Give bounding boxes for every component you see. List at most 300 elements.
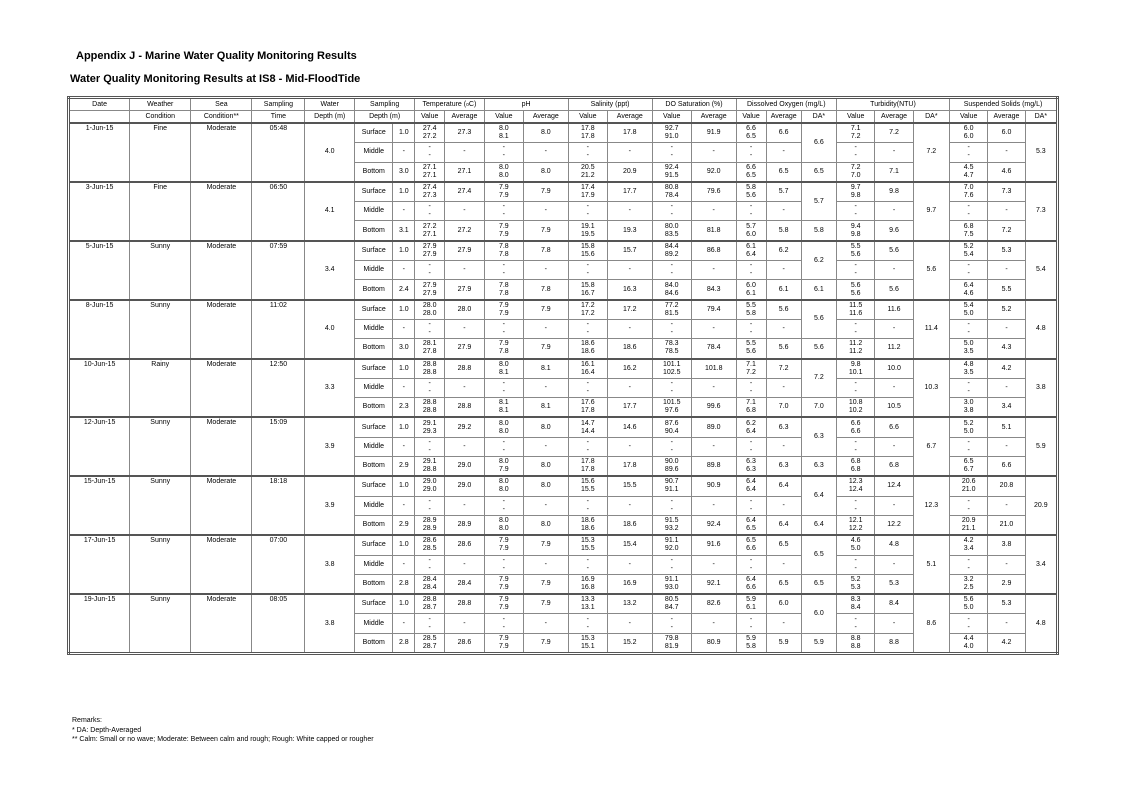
do-saturation-values-reading: 90.4	[664, 427, 679, 435]
dissolved-oxygen-values-reading: 6.5	[746, 171, 756, 179]
salinity-values	[568, 123, 607, 143]
do-saturation-values-reading: 84.4	[664, 242, 679, 250]
sea-condition-cell: Moderate	[191, 123, 252, 182]
temperature-values	[415, 241, 445, 261]
suspended-solids-average: 4.2	[988, 359, 1025, 379]
sea-condition-cell: Moderate	[191, 535, 252, 594]
do-saturation-average: 86.8	[691, 241, 736, 261]
ph-values	[484, 437, 523, 456]
do-saturation-values	[652, 359, 691, 379]
suspended-solids-values-reading: 21.1	[961, 525, 976, 533]
suspended-solids-values-reading: 6.4	[963, 281, 974, 289]
sampling-time-cell: 15:09	[252, 417, 305, 476]
suspended-solids-average: -	[988, 437, 1025, 456]
dissolved-oxygen-values	[736, 457, 766, 477]
ph-average: 7.9	[524, 574, 569, 594]
turbidity-average: 5.6	[875, 241, 913, 261]
turbidity-values-reading: 8.3	[850, 596, 861, 604]
suspended-solids-values-reading: 3.2	[963, 575, 974, 583]
temperature-values	[415, 261, 445, 280]
turbidity-average: 5.3	[875, 574, 913, 594]
suspended-solids-da: 20.9	[1025, 476, 1057, 535]
turbidity-values-reading: 11.6	[849, 309, 863, 317]
do-saturation-values-reading: 84.7	[664, 604, 679, 612]
turbidity-average: -	[875, 319, 913, 338]
salinity-average: 16.2	[607, 359, 652, 379]
suspended-solids-values	[949, 417, 987, 437]
do-saturation-values	[652, 437, 691, 456]
ph-values-reading: -	[502, 446, 505, 454]
temperature-values-reading: 28.0	[422, 301, 437, 309]
ph-values-reading: -	[502, 497, 505, 505]
salinity-values	[568, 614, 607, 633]
salinity-values-reading: 17.9	[580, 192, 595, 200]
do-saturation-values	[652, 535, 691, 555]
dissolved-oxygen-values-reading: -	[749, 446, 753, 454]
do-saturation-values-reading: -	[670, 438, 673, 446]
temperature-values-reading: -	[428, 446, 431, 454]
suspended-solids-values-reading: -	[967, 623, 970, 631]
turbidity-values-reading: 8.8	[850, 642, 861, 650]
temperature-values	[415, 457, 445, 477]
do-saturation-values-reading: -	[670, 262, 673, 270]
salinity-average: 19.3	[607, 221, 652, 241]
dissolved-oxygen-values-reading: -	[749, 380, 753, 387]
temperature-values	[415, 221, 445, 241]
turbidity-average: 10.0	[875, 359, 913, 379]
do-saturation-average: -	[691, 261, 736, 280]
dissolved-oxygen-values-reading: 6.4	[746, 478, 756, 486]
dissolved-oxygen-values-reading: 6.5	[746, 525, 756, 533]
temperature-average: 29.0	[445, 457, 484, 477]
suspended-solids-values-reading: 6.0	[963, 125, 974, 133]
turbidity-values-reading: -	[854, 152, 857, 160]
salinity-values-reading: 14.7	[580, 419, 595, 427]
header-date-sub	[69, 111, 130, 124]
sampling-level-cell: Bottom	[355, 398, 393, 418]
temperature-values-reading: 28.1	[422, 340, 437, 348]
suspended-solids-values	[949, 476, 987, 496]
dissolved-oxygen-values-reading: -	[749, 152, 753, 160]
dissolved-oxygen-values-reading: 6.0	[746, 281, 756, 289]
turbidity-average: 7.2	[875, 123, 913, 143]
sampling-depth-cell: 3.1	[393, 221, 415, 241]
ph-average: 7.9	[524, 300, 569, 320]
temperature-values-reading: 29.3	[422, 427, 437, 435]
dissolved-oxygen-values-reading: -	[749, 564, 753, 572]
sampling-depth-cell: 3.0	[393, 339, 415, 359]
dissolved-oxygen-values-reading: 5.9	[746, 596, 756, 604]
salinity-values-reading: -	[586, 203, 589, 211]
temperature-average: -	[445, 319, 484, 338]
sampling-depth-cell: 1.0	[393, 241, 415, 261]
dissolved-oxygen-values-reading: -	[749, 505, 753, 513]
do-saturation-values-reading: 78.3	[664, 340, 679, 348]
suspended-solids-values-reading: -	[967, 211, 970, 219]
dissolved-oxygen-values-reading: 6.4	[746, 486, 756, 494]
suspended-solids-average: 5.1	[988, 417, 1025, 437]
ph-values-reading: 8.1	[498, 399, 509, 407]
suspended-solids-values	[949, 574, 987, 594]
header-sampling-depth: Sampling	[355, 98, 415, 111]
turbidity-values-reading: 8.4	[850, 604, 861, 612]
ph-values-reading: 7.8	[498, 289, 509, 297]
do-saturation-average: 84.3	[691, 280, 736, 300]
turbidity-values-reading: 7.1	[850, 125, 861, 133]
turbidity-values-reading: 5.0	[850, 545, 861, 553]
ph-values	[484, 280, 523, 300]
dissolved-oxygen-values	[736, 280, 766, 300]
suspended-solids-average: 4.6	[988, 162, 1025, 182]
header-water-depth-sub: Depth (m)	[305, 111, 355, 124]
table-row	[69, 594, 1058, 614]
ph-values-reading: -	[502, 564, 505, 572]
sampling-level-cell: Middle	[355, 261, 393, 280]
ph-values	[484, 162, 523, 182]
ph-values-reading: -	[502, 329, 505, 337]
salinity-values-reading: 17.2	[580, 309, 595, 317]
suspended-solids-values-reading: 4.5	[963, 163, 974, 171]
do-saturation-values-reading: 78.4	[664, 192, 679, 200]
salinity-values-reading: 19.5	[580, 230, 595, 238]
sampling-level-cell: Surface	[355, 123, 393, 143]
temperature-values-reading: 28.8	[422, 360, 437, 368]
dissolved-oxygen-average: 5.6	[766, 300, 801, 320]
header-average: Average	[524, 111, 569, 124]
ph-values-reading: 8.0	[498, 525, 509, 533]
temperature-values	[415, 143, 445, 162]
suspended-solids-values-reading: -	[967, 329, 970, 337]
temperature-values	[415, 319, 445, 338]
temperature-values-reading: 28.8	[422, 407, 437, 415]
header-da: DA*	[1025, 111, 1057, 124]
ph-values-reading: -	[502, 615, 505, 623]
salinity-values	[568, 535, 607, 555]
temperature-values-reading: 28.0	[422, 309, 437, 317]
sampling-depth-cell: 1.0	[393, 476, 415, 496]
do-saturation-average: 81.8	[691, 221, 736, 241]
do-saturation-average: 78.4	[691, 339, 736, 359]
do-saturation-average: 99.6	[691, 398, 736, 418]
suspended-solids-values	[949, 221, 987, 241]
ph-values-reading: 7.9	[498, 340, 509, 348]
dissolved-oxygen-values-reading: -	[749, 270, 753, 278]
dissolved-oxygen-values-reading: -	[749, 144, 753, 152]
sampling-level-cell: Bottom	[355, 457, 393, 477]
suspended-solids-average: 5.3	[988, 594, 1025, 614]
temperature-average: 28.8	[445, 359, 484, 379]
ph-values-reading: 7.9	[498, 301, 509, 309]
turbidity-values-reading: 12.3	[848, 478, 863, 486]
do-saturation-average: -	[691, 437, 736, 456]
temperature-values	[415, 535, 445, 555]
header-suspended-solids: Suspended Solids (mg/L)	[949, 98, 1057, 111]
do-saturation-values	[652, 594, 691, 614]
turbidity-values-reading: -	[854, 623, 857, 631]
ph-values	[484, 221, 523, 241]
do-saturation-values-reading: 92.4	[664, 163, 679, 171]
ph-average: -	[524, 378, 569, 397]
sampling-level-cell: Middle	[355, 496, 393, 515]
ph-values	[484, 476, 523, 496]
temperature-average: 28.0	[445, 300, 484, 320]
salinity-average: -	[607, 143, 652, 162]
turbidity-values-reading: 9.8	[850, 192, 861, 200]
table-row	[69, 300, 1058, 320]
ph-average: -	[524, 261, 569, 280]
turbidity-values-reading: -	[854, 388, 857, 395]
dissolved-oxygen-values-reading: 6.1	[746, 289, 756, 297]
header-average: Average	[875, 111, 913, 124]
turbidity-values	[837, 241, 875, 261]
dissolved-oxygen-da: 5.7	[801, 182, 836, 221]
ph-values	[484, 555, 523, 574]
do-saturation-values-reading: 91.1	[664, 575, 679, 583]
dissolved-oxygen-values-reading: 6.8	[746, 407, 756, 415]
sampling-depth-cell: 2.3	[393, 398, 415, 418]
dissolved-oxygen-average: 6.0	[766, 594, 801, 614]
suspended-solids-average: -	[988, 555, 1025, 574]
salinity-values-reading: -	[586, 497, 589, 505]
dissolved-oxygen-average: 6.2	[766, 241, 801, 261]
turbidity-values-reading: 6.8	[850, 466, 861, 474]
do-saturation-average: 80.9	[691, 633, 736, 653]
salinity-values-reading: 16.1	[580, 360, 595, 368]
do-saturation-values	[652, 496, 691, 515]
do-saturation-values	[652, 280, 691, 300]
sampling-level-cell: Bottom	[355, 339, 393, 359]
turbidity-values-reading: 7.2	[850, 133, 861, 141]
dissolved-oxygen-values-reading: 6.4	[746, 427, 756, 435]
sampling-depth-cell: -	[393, 378, 415, 397]
do-saturation-values-reading: 91.1	[664, 537, 679, 545]
ph-values	[484, 457, 523, 477]
date-cell: 3-Jun-15	[69, 182, 130, 241]
turbidity-average: -	[875, 614, 913, 633]
salinity-average: 16.9	[607, 574, 652, 594]
ph-values-reading: 8.0	[498, 517, 509, 525]
header-sampling-time: Sampling	[252, 98, 305, 111]
do-saturation-values-reading: -	[670, 623, 673, 631]
ph-values-reading: -	[502, 262, 505, 270]
turbidity-average: 12.2	[875, 515, 913, 535]
temperature-values	[415, 476, 445, 496]
dissolved-oxygen-values-reading: -	[749, 556, 753, 564]
turbidity-average: -	[875, 496, 913, 515]
salinity-average: -	[607, 378, 652, 397]
ph-values-reading: 8.0	[498, 427, 509, 435]
salinity-values-reading: 15.5	[580, 486, 595, 494]
salinity-values	[568, 261, 607, 280]
sampling-depth-cell: -	[393, 143, 415, 162]
table-row	[69, 123, 1058, 143]
salinity-values	[568, 241, 607, 261]
suspended-solids-values-reading: 5.0	[963, 427, 974, 435]
water-depth-cell: 3.3	[305, 359, 355, 418]
salinity-values	[568, 457, 607, 477]
water-depth-cell: 4.0	[305, 123, 355, 182]
dissolved-oxygen-values-reading: -	[749, 438, 753, 446]
salinity-values	[568, 417, 607, 437]
sampling-level-cell: Middle	[355, 202, 393, 221]
temperature-values-reading: 28.9	[422, 517, 437, 525]
turbidity-da: 6.7	[913, 417, 949, 476]
turbidity-average: -	[875, 555, 913, 574]
suspended-solids-values-reading: -	[967, 144, 970, 152]
ph-values-reading: -	[502, 388, 505, 395]
sampling-level-cell: Bottom	[355, 280, 393, 300]
sea-condition-cell: Moderate	[191, 417, 252, 476]
dissolved-oxygen-values-reading: 7.1	[746, 360, 756, 368]
temperature-values	[415, 378, 445, 397]
turbidity-values-reading: -	[854, 262, 857, 270]
do-saturation-values	[652, 241, 691, 261]
temperature-values-reading: -	[428, 329, 431, 337]
dissolved-oxygen-average: 5.7	[766, 182, 801, 202]
header-turbidity: Turbidity(NTU)	[837, 98, 950, 111]
suspended-solids-values-reading: 3.0	[963, 399, 974, 407]
do-saturation-values-reading: 101.5	[662, 399, 681, 407]
dissolved-oxygen-values	[736, 339, 766, 359]
temperature-average: 29.0	[445, 476, 484, 496]
remarks-title: Remarks:	[72, 717, 102, 724]
salinity-values-reading: -	[586, 505, 589, 513]
salinity-values-reading: -	[586, 388, 589, 395]
temperature-values-reading: -	[428, 623, 431, 631]
sampling-depth-cell: 1.0	[393, 594, 415, 614]
salinity-values	[568, 300, 607, 320]
salinity-values	[568, 515, 607, 535]
sampling-depth-cell: 2.9	[393, 457, 415, 477]
temperature-values	[415, 555, 445, 574]
do-saturation-values-reading: -	[670, 211, 673, 219]
temperature-values-reading: 29.1	[422, 458, 437, 466]
turbidity-da: 12.3	[913, 476, 949, 535]
salinity-values-reading: -	[586, 144, 589, 152]
dissolved-oxygen-bottom: 7.0	[801, 398, 836, 418]
turbidity-average: -	[875, 261, 913, 280]
suspended-solids-values	[949, 437, 987, 456]
water-depth-cell: 3.9	[305, 476, 355, 535]
do-saturation-values	[652, 633, 691, 653]
ph-average: 8.0	[524, 515, 569, 535]
header-average: Average	[607, 111, 652, 124]
dissolved-oxygen-average: 6.6	[766, 123, 801, 143]
suspended-solids-values-reading: -	[967, 556, 970, 564]
do-saturation-values-reading: 79.8	[664, 634, 679, 642]
dissolved-oxygen-values-reading: 5.8	[746, 642, 756, 650]
dissolved-oxygen-average: 6.4	[766, 476, 801, 496]
dissolved-oxygen-values	[736, 319, 766, 338]
turbidity-values-reading: -	[854, 203, 857, 211]
sampling-depth-cell: -	[393, 614, 415, 633]
dissolved-oxygen-values-reading: 5.9	[746, 634, 756, 642]
salinity-values-reading: -	[586, 380, 589, 387]
ph-average: 7.9	[524, 182, 569, 202]
ph-average: -	[524, 614, 569, 633]
temperature-values	[415, 614, 445, 633]
ph-values-reading: 7.9	[498, 575, 509, 583]
sampling-level-cell: Surface	[355, 417, 393, 437]
dissolved-oxygen-values-reading: 5.7	[746, 222, 756, 230]
temperature-average: 28.6	[445, 535, 484, 555]
table-row	[69, 417, 1058, 437]
salinity-values-reading: -	[586, 446, 589, 454]
turbidity-values-reading: -	[854, 380, 857, 387]
do-saturation-average: -	[691, 614, 736, 633]
sampling-depth-cell: -	[393, 202, 415, 221]
do-saturation-values-reading: -	[670, 270, 673, 278]
salinity-average: -	[607, 555, 652, 574]
ph-values-reading: 7.9	[498, 222, 509, 230]
dissolved-oxygen-values	[736, 143, 766, 162]
water-depth-cell: 3.4	[305, 241, 355, 300]
sampling-level-cell: Surface	[355, 359, 393, 379]
turbidity-average: 9.8	[875, 182, 913, 202]
sampling-depth-cell: 2.8	[393, 574, 415, 594]
header-weather: Weather	[130, 98, 191, 111]
ph-values-reading: 7.9	[498, 537, 509, 545]
turbidity-values	[837, 437, 875, 456]
salinity-average: -	[607, 261, 652, 280]
temperature-values	[415, 515, 445, 535]
temperature-values-reading: 27.9	[422, 242, 437, 250]
turbidity-values-reading: 12.4	[848, 486, 863, 494]
turbidity-values-reading: 4.6	[850, 537, 861, 545]
do-saturation-values-reading: 80.8	[664, 184, 679, 192]
salinity-values-reading: -	[586, 262, 589, 270]
suspended-solids-values-reading: 4.4	[963, 634, 974, 642]
dissolved-oxygen-values-reading: 6.1	[746, 242, 756, 250]
dissolved-oxygen-average: -	[766, 143, 801, 162]
ph-values-reading: 8.0	[498, 125, 509, 133]
turbidity-values	[837, 515, 875, 535]
sampling-time-cell: 07:59	[252, 241, 305, 300]
do-saturation-values	[652, 339, 691, 359]
ph-values-reading: 7.9	[498, 309, 509, 317]
temperature-values-reading: 27.4	[422, 125, 437, 133]
sampling-level-cell: Surface	[355, 182, 393, 202]
do-saturation-values	[652, 143, 691, 162]
temperature-values	[415, 594, 445, 614]
dissolved-oxygen-values	[736, 574, 766, 594]
temperature-values-reading: -	[428, 505, 431, 513]
suspended-solids-values	[949, 555, 987, 574]
ph-average: 8.1	[524, 359, 569, 379]
header-date: Date	[69, 98, 130, 111]
temperature-average: 27.3	[445, 123, 484, 143]
salinity-values-reading: -	[586, 321, 589, 329]
water-quality-table	[67, 96, 1059, 655]
date-cell: 19-Jun-15	[69, 594, 130, 653]
turbidity-values-reading: -	[854, 329, 857, 337]
temperature-values	[415, 202, 445, 221]
header-average: Average	[691, 111, 736, 124]
suspended-solids-values	[949, 143, 987, 162]
temperature-values-reading: -	[428, 321, 431, 329]
dissolved-oxygen-values-reading: 6.1	[746, 604, 756, 612]
ph-values-reading: 8.1	[498, 133, 509, 141]
do-saturation-average: 79.4	[691, 300, 736, 320]
ph-values-reading: -	[502, 505, 505, 513]
remarks	[72, 716, 374, 745]
ph-values-reading: -	[502, 211, 505, 219]
turbidity-values-reading: 10.8	[848, 399, 863, 407]
suspended-solids-average: 7.2	[988, 221, 1025, 241]
salinity-values-reading: -	[586, 211, 589, 219]
ph-values	[484, 123, 523, 143]
do-saturation-values-reading: 91.5	[664, 517, 679, 525]
